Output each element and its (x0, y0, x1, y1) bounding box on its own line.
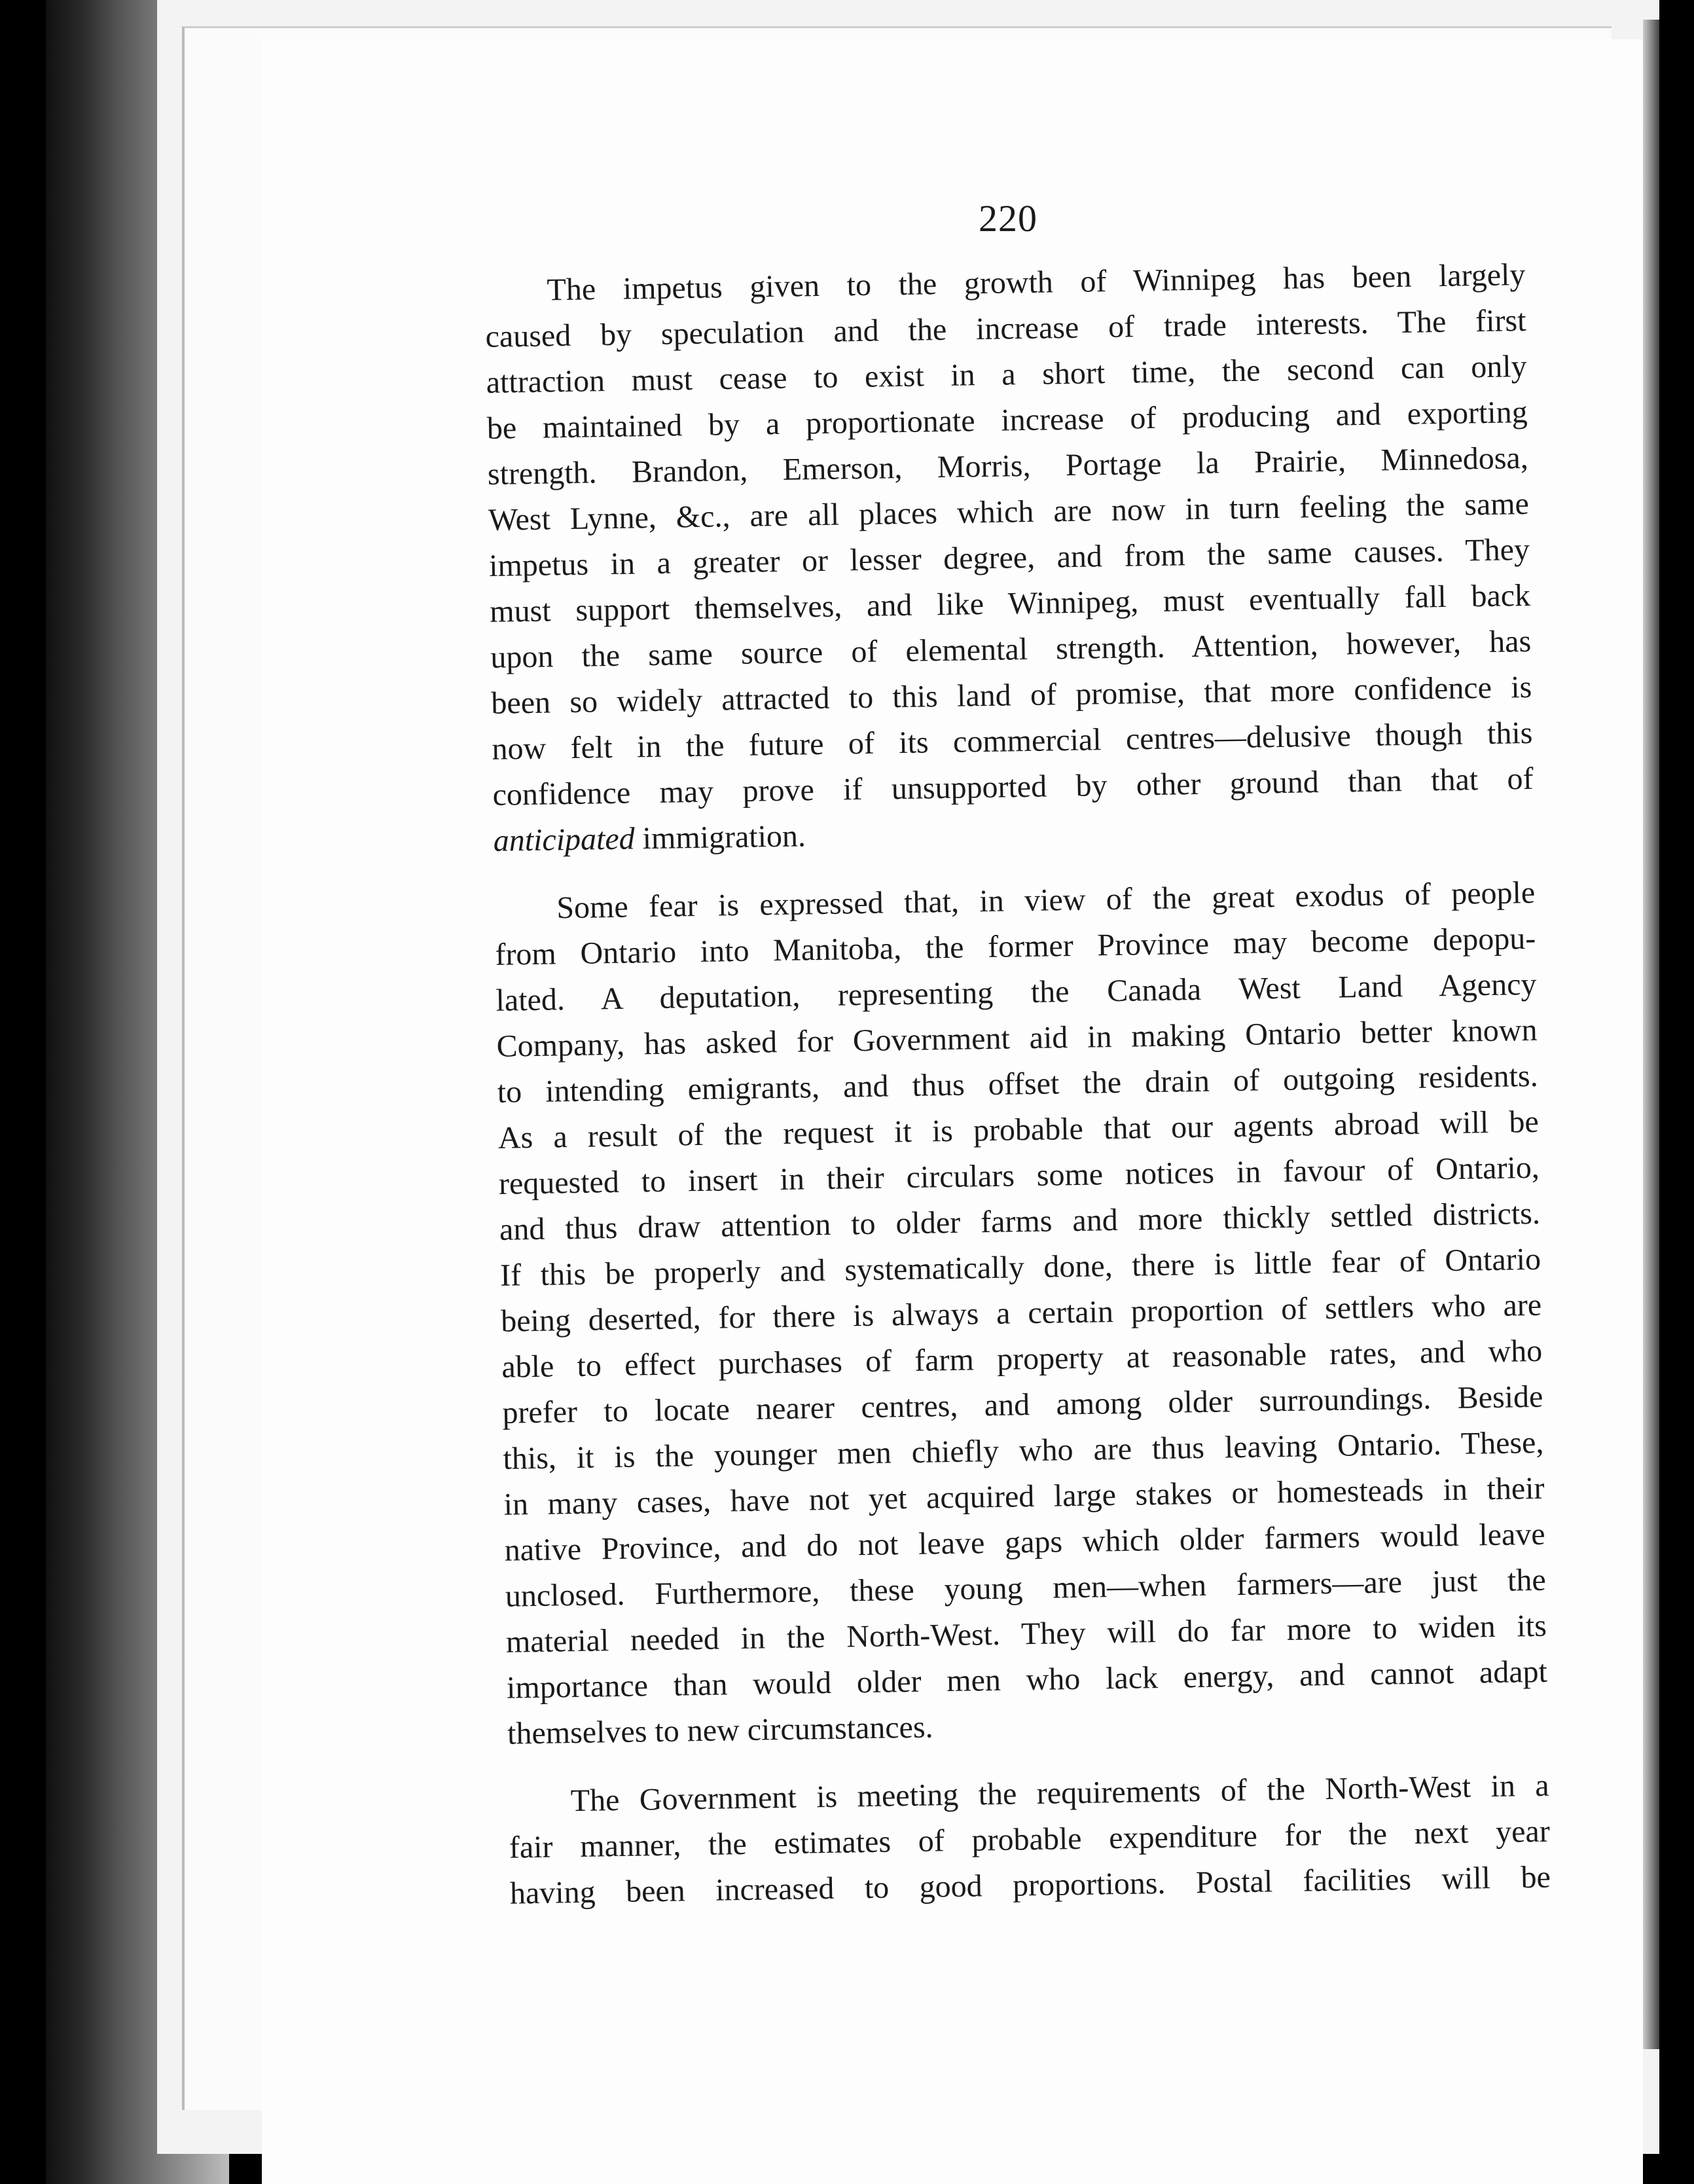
text-line: material needed in the North-West. They will do far more to widen its (505, 1608, 1547, 1660)
paragraph-1 (484, 252, 1534, 864)
text-line: confidence may prove if unsupported by other ground than that of (492, 761, 1534, 812)
text-line: to intending emigrants, and thus offset the drain of outgoing residents. (497, 1058, 1538, 1110)
body-text (484, 252, 1551, 1939)
text-line: must support themselves, and like Winnipeg, must eventually fall back (489, 577, 1531, 629)
text-line: be maintained by a proportionate increase of producing and exporting (486, 394, 1528, 446)
text-line: The Government is meeting the requirements of the North-West in a (570, 1768, 1550, 1819)
text-line: upon the same source of elemental strength. Attention, however, has (490, 623, 1532, 675)
text-line: requested to insert in their circulars some notices in favour of Ontario, (498, 1150, 1540, 1201)
text-line: unclosed. Furthermore, these young men—when farmers—are just the (505, 1562, 1547, 1614)
text-line: native Province, and do not leave gaps which older farmers would leave (504, 1516, 1545, 1568)
text-fragment: immigration. (634, 818, 806, 856)
text-line: If this be properly and systematically done, there is little fear of Ontario (499, 1241, 1541, 1293)
text-line: The impetus given to the growth of Winnipeg has been largely (547, 257, 1526, 308)
text-line: from Ontario into Manitoba, the former Province may become depopu- (495, 920, 1536, 972)
facing-page-edge (1643, 20, 1659, 2049)
text-line: having been increased to good proportions. Postal facilities will be (509, 1859, 1551, 1911)
text-line: strength. Brandon, Emerson, Morris, Portage la Prairie, Minnedosa, (487, 440, 1529, 492)
paragraph-2 (494, 870, 1549, 1757)
paragraph-3 (508, 1763, 1551, 1917)
text-line: fair manner, the estimates of probable expenditure for the next year (509, 1813, 1551, 1865)
text-line: now felt in the future of its commercial centres—delusive though this (492, 715, 1533, 767)
text-line: Some fear is expressed that, in view of the great exodus of people (556, 875, 1536, 926)
text-line: Company, has asked for Government aid in making Ontario better known (496, 1012, 1538, 1064)
text-line: caused by speculation and the increase of trade interests. The first (485, 303, 1526, 354)
scan-right-border (1659, 0, 1694, 2184)
page-number: 220 (979, 197, 1037, 240)
text-line: West Lynne, &c., are all places which are now in turn feeling the same (488, 486, 1530, 537)
text-line: and thus draw attention to older farms and more thickly settled districts. (499, 1195, 1541, 1247)
italic-word: anticipated (493, 821, 636, 858)
text-line: lated. A deputation, representing the Canada West Land Agency (496, 966, 1537, 1018)
text-line: able to effect purchases of farm property at reasonable rates, and who (501, 1333, 1543, 1385)
text-line: attraction must cease to exist in a short time, the second can only (486, 349, 1527, 400)
text-line: As a result of the request it is probable that our agents abroad will be (497, 1104, 1540, 1156)
text-line: being deserted, for there is always a certain proportion of settlers who are (500, 1287, 1542, 1339)
text-line: importance than would older men who lack energy, and cannot adapt (506, 1654, 1548, 1705)
text-line: impetus in a greater or lesser degree, and from the same causes. They (488, 532, 1530, 583)
text-line: been so widely attracted to this land of promise, that more confidence is (491, 669, 1532, 721)
text-line: in many cases, have not yet acquired large stakes or homesteads in their (503, 1470, 1545, 1522)
text-line: this, it is the younger men chiefly who are thus leaving Ontario. These, (503, 1425, 1544, 1476)
text-line: prefer to locate nearer centres, and among older surroundings. Beside (502, 1379, 1543, 1430)
text-line: themselves to new circumstances. (507, 1709, 933, 1751)
